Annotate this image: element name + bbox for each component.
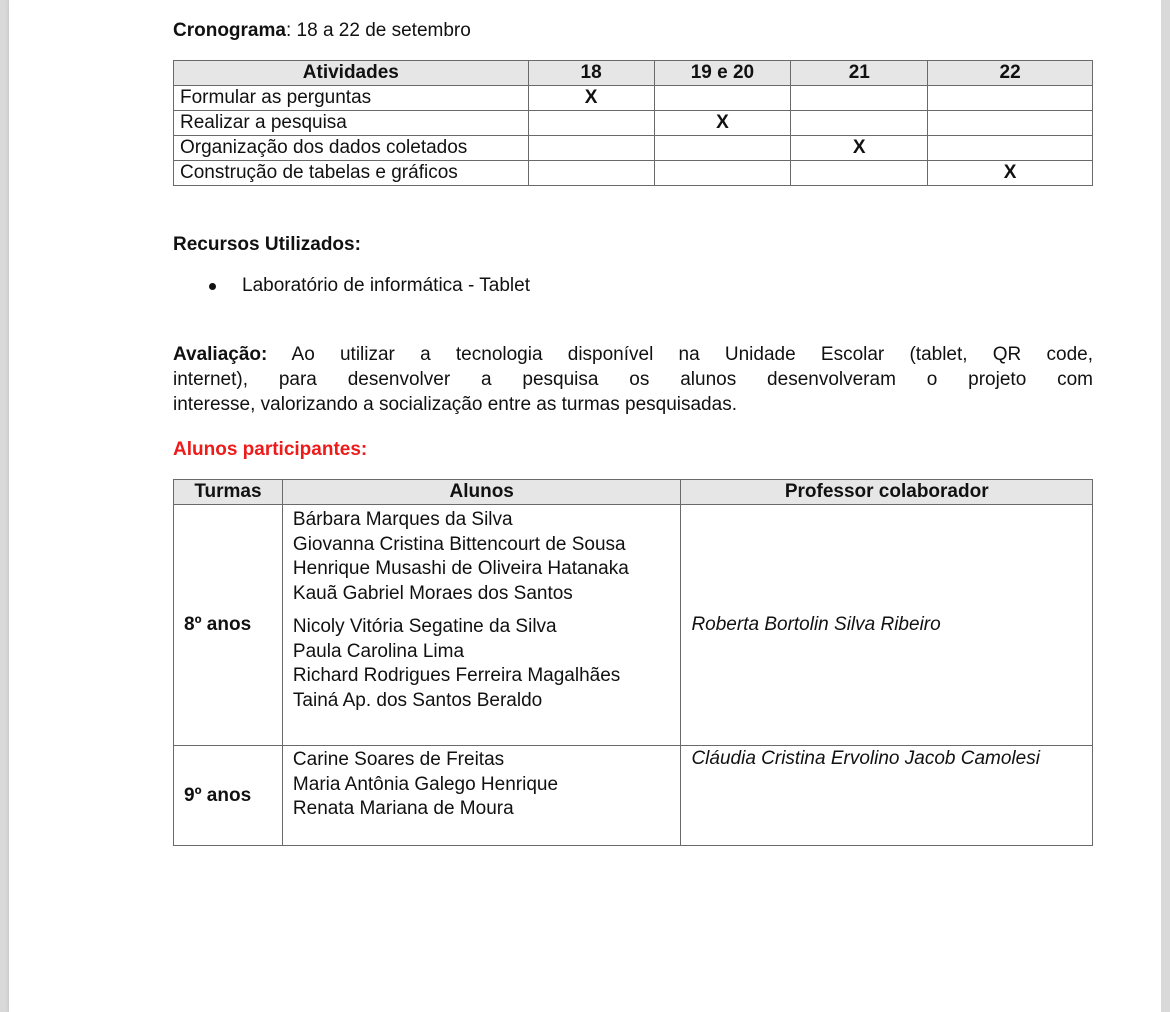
header-day-21: 21: [791, 61, 928, 86]
recurso-text: Laboratório de informática - Tablet: [242, 275, 530, 296]
student-name: Richard Rodrigues Ferreira Magalhães: [292, 665, 621, 686]
student-name: Nicoly Vitória Segatine da Silva: [292, 616, 557, 637]
student-name: Tainá Ap. dos Santos Beraldo: [292, 689, 543, 711]
mark-cell: [791, 161, 928, 186]
table-row: [174, 746, 1093, 846]
student-name: Henrique Musashi de Oliveira Hatanaka: [292, 558, 629, 579]
alunos-cell: [282, 505, 681, 746]
student-name: Bárbara Marques da Silva: [292, 509, 513, 530]
mark-cell: [654, 86, 791, 111]
avaliacao-line-2: internet), para desenvolver a pesquisa os alunos desenvolveram o projeto com: [173, 369, 1093, 390]
mark-cell: [528, 111, 654, 136]
spacer: [293, 606, 671, 615]
avaliacao-line-3: interesse, valorizando a socialização entre as turmas pesquisadas.: [173, 394, 737, 415]
turma-cell: 9º anos: [174, 746, 283, 846]
student-name: Kauã Gabriel Moraes dos Santos: [292, 582, 573, 604]
alunos-participantes-title: Alunos participantes:: [173, 439, 368, 460]
header-alunos: Alunos: [282, 480, 681, 505]
table-row: [174, 111, 1093, 136]
mark-cell: [791, 111, 928, 136]
student-name: Maria Antônia Galego Henrique: [292, 773, 559, 795]
professor-cell: Cláudia Cristina Ervolino Jacob Camolesi: [681, 746, 1093, 846]
mark-cell: X: [791, 136, 928, 161]
activity-cell: Organização dos dados coletados: [174, 136, 529, 161]
turma-cell: 8º anos: [174, 505, 283, 746]
recursos-title: Recursos Utilizados:: [173, 234, 361, 255]
mark-cell: X: [528, 86, 654, 111]
mark-cell: [928, 111, 1093, 136]
header-professor: Professor colaborador: [681, 480, 1093, 505]
avaliacao-text: Ao utilizar a tecnologia disponível na Unidade Escolar (tablet, QR code,: [267, 344, 1093, 365]
header-atividades: Atividades: [174, 61, 529, 86]
professor-cell: Roberta Bortolin Silva Ribeiro: [681, 505, 1093, 746]
list-item: [173, 273, 530, 298]
cronograma-line: [173, 18, 471, 43]
schedule-header-row: [174, 61, 1093, 86]
student-name: Renata Mariana de Moura: [292, 798, 514, 819]
right-margin: [1161, 0, 1170, 1012]
document-page: [9, 0, 1161, 1012]
mark-cell: [928, 136, 1093, 161]
mark-cell: X: [654, 111, 791, 136]
participants-header-row: [174, 480, 1093, 505]
table-row: [174, 86, 1093, 111]
student-name: Carine Soares de Freitas: [292, 749, 505, 770]
mark-cell: [528, 136, 654, 161]
table-row: [174, 161, 1093, 186]
alunos-cell: [282, 746, 681, 846]
mark-cell: X: [928, 161, 1093, 186]
mark-cell: [528, 161, 654, 186]
table-row: [174, 136, 1093, 161]
student-name: Paula Carolina Lima: [292, 640, 465, 662]
activity-cell: Realizar a pesquisa: [174, 111, 529, 136]
cronograma-label: Cronograma: [173, 20, 286, 41]
header-day-18: 18: [528, 61, 654, 86]
student-name: Giovanna Cristina Bittencourt de Sousa: [292, 533, 626, 555]
recursos-list: [173, 273, 530, 298]
bullet-icon: [209, 283, 216, 290]
header-day-22: 22: [928, 61, 1093, 86]
cronograma-value: : 18 a 22 de setembro: [285, 20, 471, 41]
avaliacao-paragraph: [173, 342, 1093, 417]
header-day-19-20: 19 e 20: [654, 61, 791, 86]
activity-cell: Formular as perguntas: [174, 86, 529, 111]
mark-cell: [654, 136, 791, 161]
mark-cell: [654, 161, 791, 186]
avaliacao-label: Avaliação:: [173, 344, 268, 365]
activity-cell: Construção de tabelas e gráficos: [174, 161, 529, 186]
mark-cell: [928, 86, 1093, 111]
header-turmas: Turmas: [174, 480, 283, 505]
participants-table: [173, 479, 1093, 846]
avaliacao-line-1: [173, 342, 1093, 367]
schedule-table: [173, 60, 1093, 186]
table-row: [174, 505, 1093, 746]
mark-cell: [791, 86, 928, 111]
